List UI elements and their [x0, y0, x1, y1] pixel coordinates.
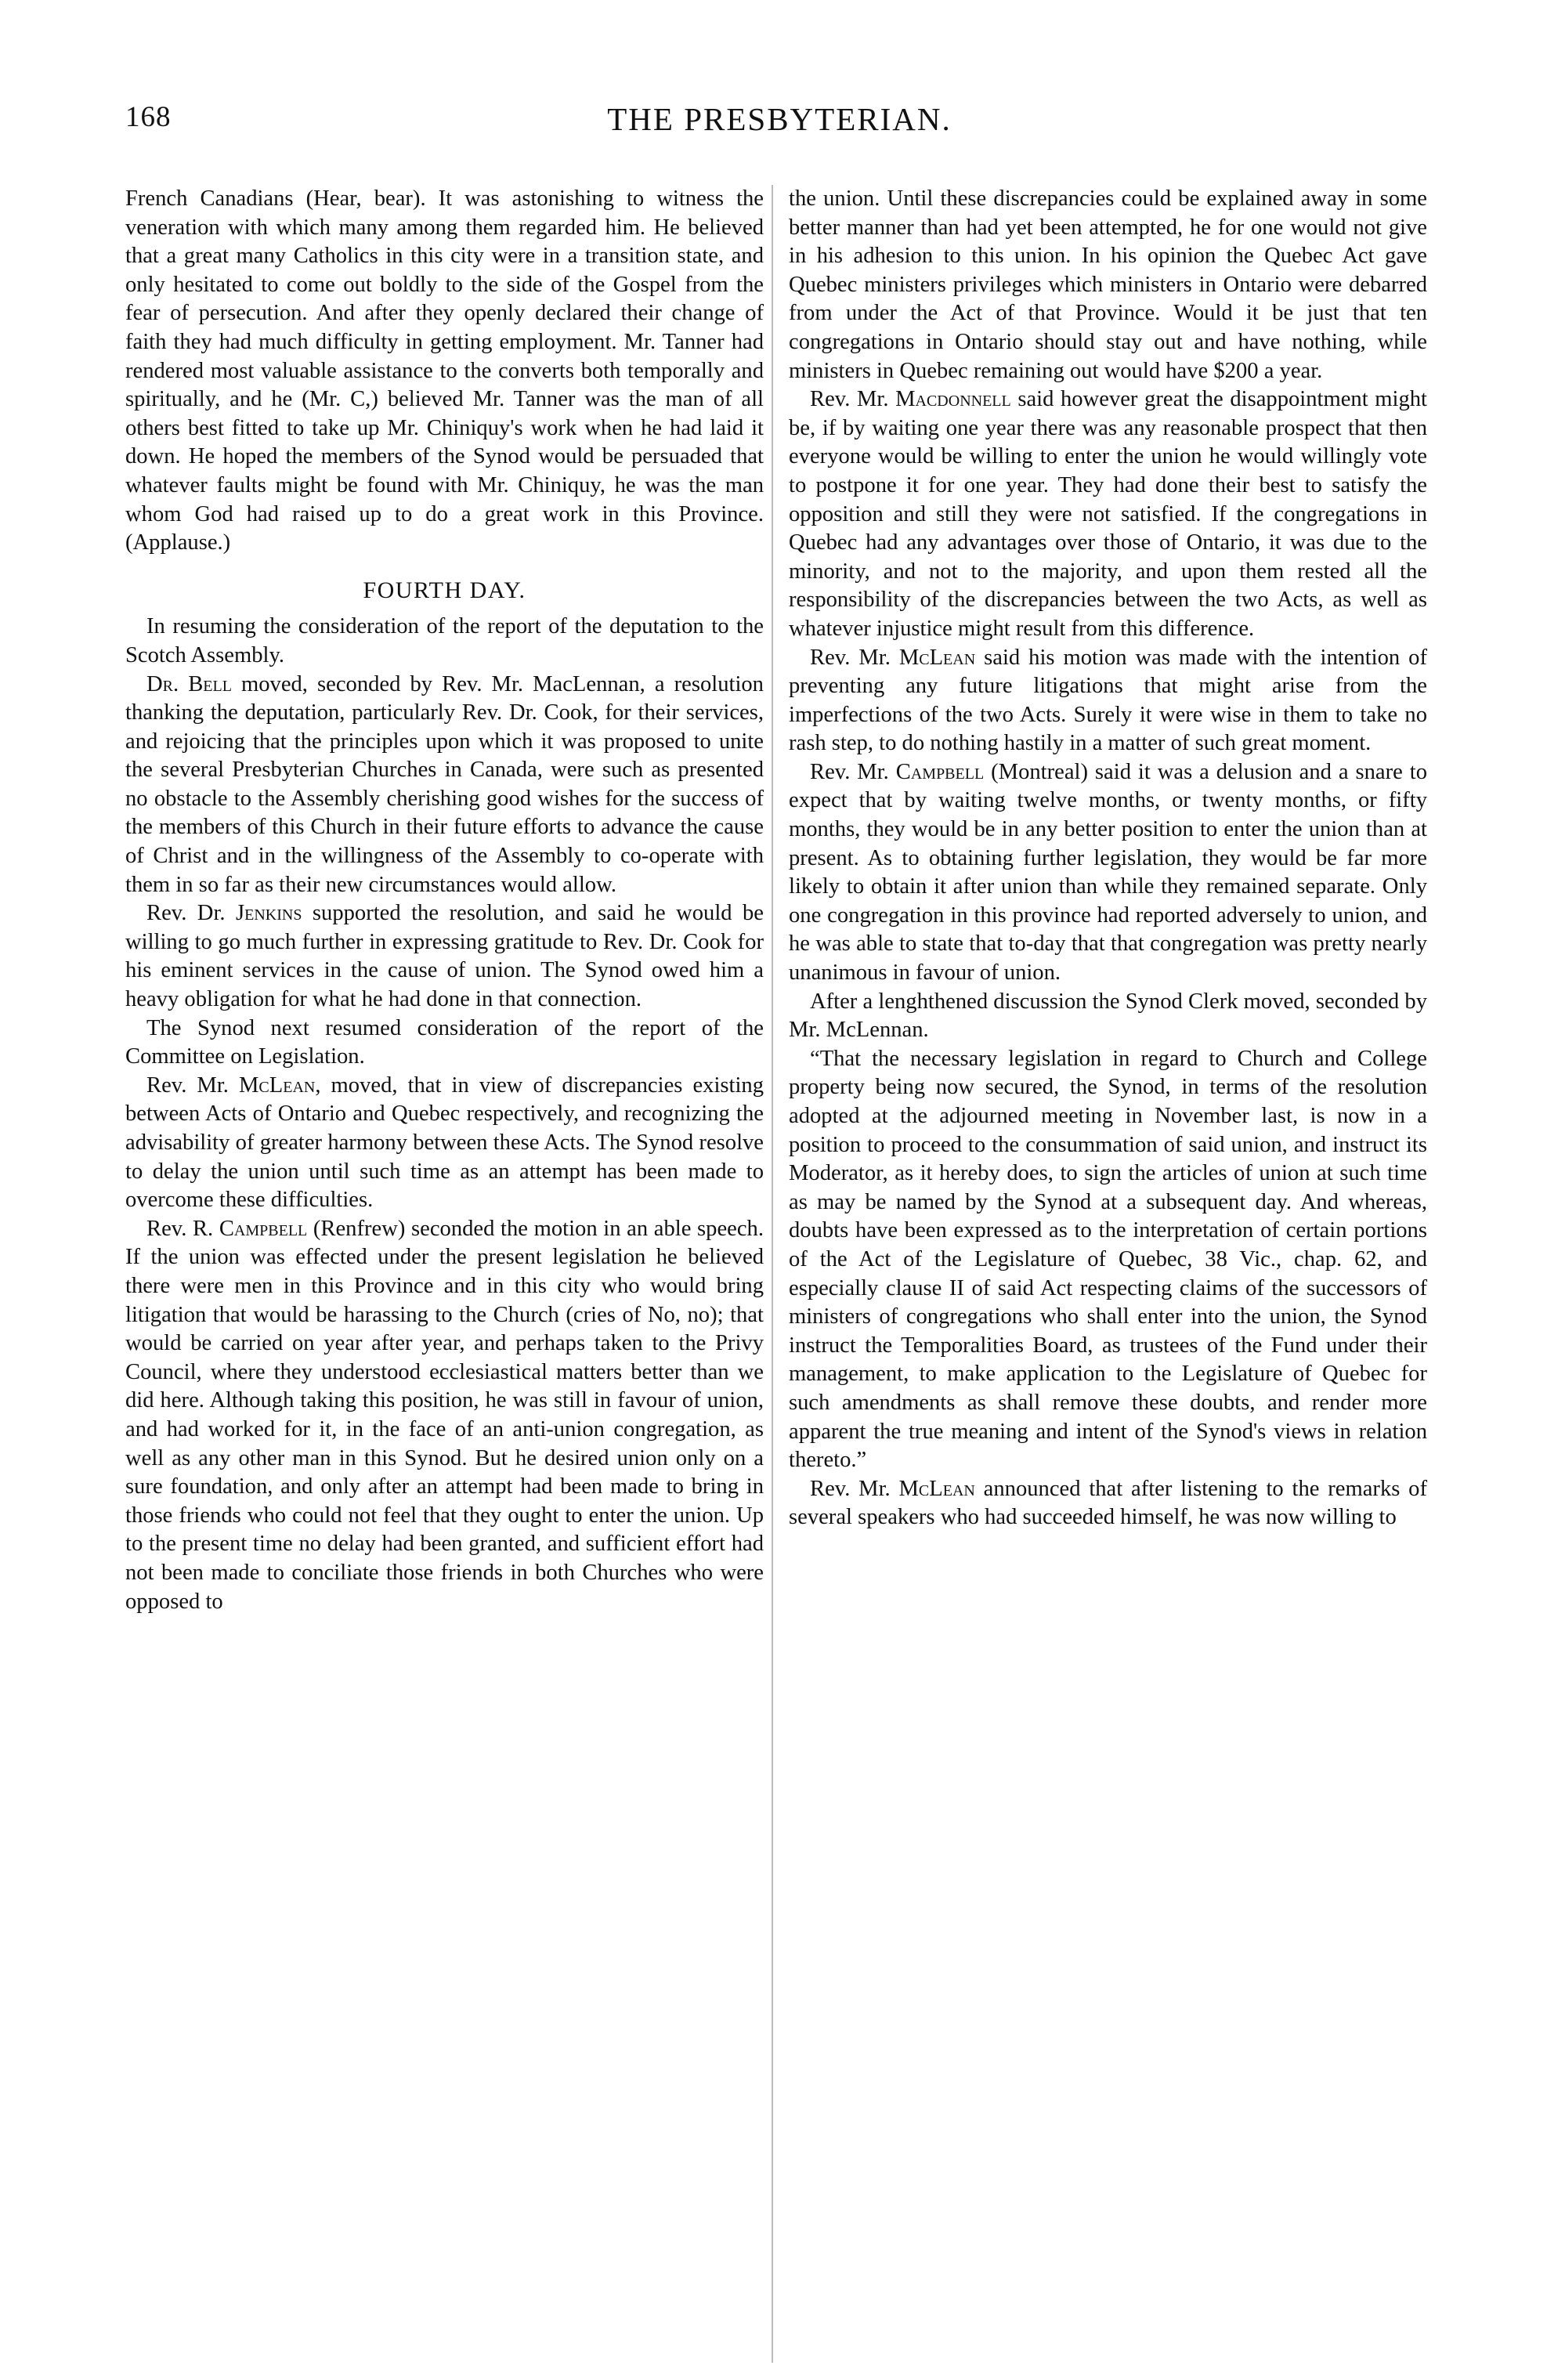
- paragraph-text: said however great the disappointment might be, if by waiting one year there was any reasonable prospect that then everyone would be willing to enter the union he would willingly vote to postpone it for one year. They had done their best to satisfy the opposition and still they were not satisfied. If the congregations in Quebec had any advantages over those of Ontario, it was due to the minority, and not to the majority, and upon them rested all the responsibility of the discrepancies between the two Acts, as well as whatever injustice might result from this difference.: [789, 387, 1427, 641]
- speaker-name: McLean: [898, 1476, 975, 1501]
- paragraph-text: moved, seconded by Rev. Mr. MacLennan, a resolution thanking the deputation, particularly Rev. Dr. Cook, for their services, and rejoicing that the principles upon which it was proposed to unite the several Presbyterian Churches in Canada, were such as presented no obstacle to the Assembly cherishing good wishes for the success of the members of this Church in their future efforts to advance the cause of Christ and in the willingness of the Assembly to co-operate with them in so far as their new circumstances would allow.: [125, 671, 764, 897]
- column-divider: [772, 185, 773, 2363]
- speaker-name: Dr. Bell: [146, 671, 232, 696]
- paragraph: French Canadians (Hear, bear). It was astonishing to witness the veneration with which many among them regarded him. He believed that a great many Catholics in this city were in a transition state, and only hesitated to come out boldly to the side of the Gospel from the fear of persecution. And after they openly declared their change of faith they had much difficulty in getting employment. Mr. Tanner had rendered most valuable assistance to the converts both temporally and spiritually, and he (Mr. C,) believed Mr. Tanner was the man of all others best fitted to take up Mr. Chiniquy's work when he had laid it down. He hoped the members of the Synod would be persuaded that whatever faults might be found with Mr. Chiniquy, he was the man whom God had raised up to do a great work in this Province. (Applause.): [125, 186, 764, 555]
- page-number: 168: [125, 101, 172, 133]
- paragraph-text: supported the resolution, and said he would be willing to go much further in expressing gratitude to Rev. Dr. Cook for his eminent services in the cause of union. The Synod owed him a heavy obligation for what he had done in that connection.: [125, 901, 764, 1012]
- speaker-name: McLean: [239, 1072, 316, 1098]
- speaker-name: McLean: [898, 645, 976, 670]
- paragraph: [125, 1072, 764, 1215]
- speaker-name: Campbell: [895, 759, 985, 784]
- speaker-title: Rev. Mr.: [810, 387, 896, 412]
- paragraph: [789, 1475, 1427, 1532]
- speaker-name: Jenkins: [235, 901, 302, 926]
- right-column: [789, 185, 1427, 1532]
- speaker-title: Rev. Dr.: [146, 901, 236, 926]
- paragraph-text: (Montreal) said it was a delusion and a snare to expect that by waiting twelve months, or twenty months, or fifty months, they would be in any better position to enter the union than at present. As to obtaining further legislation, they would be far more likely to obtain it after union than while they remained separate. Only one congregation in this province had reported adversely to union, and he was able to state that to-day that that congregation was pretty nearly unanimous in favour of union.: [789, 759, 1428, 986]
- resolution-quote: “That the necessary legislation in regard to Church and College property being now secured, the Synod, in terms of the resolution adopted at the adjourned meeting in November last, is now in a position to proceed to the consummation of said union, and instruct its Moderator, as it hereby does, to sign the articles of union at such time as may be named by the Synod at a subsequent day. And whereas, doubts have been expressed as to the interpretation of certain portions of the Act of the Legislature of Quebec, 38 Vic., chap. 62, and especially clause II of said Act respecting claims of the successors of ministers of congregations who shall enter into the union, the Synod instruct the Temporalities Board, as trustees of the Fund under their management, to make application to the Legislature of Quebec for such amendments as shall remove these doubts, and render more apparent the true meaning and intent of the Synod's views in relation thereto.”: [789, 1046, 1427, 1473]
- paragraph-text: (Renfrew) seconded the motion in an able speech. If the union was effected under the present legislation he believed there were men in this Province and in this city who would bring litigation that would be harassing to the Church (cries of No, no); that would be carried on year after year, and perhaps taken to the Privy Council, where they understood ecclesiastical matters better than we did here. Although taking this position, he was still in favour of union, and had worked for it, in the face of an anti-union congregation, as well as any other man in this Synod. But he desired union only on a sure foundation, and only after an attempt had been made to bring in those friends who could not feel that they ought to enter the union. Up to the present time no delay had been granted, and sufficient effort had not been made to conciliate those friends in both Churches who were opposed to: [125, 1216, 764, 1614]
- paragraph: [789, 385, 1427, 643]
- speaker-name: Campbell: [219, 1216, 308, 1241]
- paragraph: [789, 644, 1427, 758]
- paragraph-text: said his motion was made with the intention of preventing any future litigations that might arise from the imperfections of the two Acts. Surely it were wise in them to take no rash step, to do nothing hastily in a matter of such great moment.: [789, 645, 1427, 756]
- speaker-name: Macdonnell: [895, 387, 1011, 412]
- paragraph-text: announced that after listening to the remarks of several speakers who had succeeded himself, he was now willing to: [789, 1476, 1427, 1530]
- speaker-title: Rev. Mr.: [810, 1476, 899, 1501]
- paragraph: The Synod next resumed consideration of the report of the Committee on Legislation.: [125, 1015, 764, 1069]
- speaker-title: Rev. R.: [146, 1216, 219, 1241]
- section-heading: FOURTH DAY.: [363, 577, 526, 603]
- paragraph: [789, 758, 1427, 988]
- paragraph: After a lenghthened discussion the Synod Clerk moved, seconded by Mr. McLennan.: [789, 989, 1427, 1043]
- paragraph: [125, 899, 764, 1014]
- left-column: [125, 185, 764, 1616]
- page-header: [125, 100, 1433, 147]
- speaker-title: Rev. Mr.: [810, 759, 896, 784]
- speaker-title: Rev. Mr.: [810, 645, 899, 670]
- speaker-title: Rev. Mr.: [146, 1072, 239, 1098]
- running-title: THE PRESBYTERIAN.: [607, 101, 952, 137]
- paragraph-text: , moved, that in view of discrepancies existing between Acts of Ontario and Quebec respectively, and recognizing the advisability of greater harmony between these Acts. The Synod resolve to delay the union until such time as an attempt has been made to overcome these difficulties.: [125, 1072, 764, 1213]
- paragraph: [125, 1215, 764, 1616]
- paragraph: the union. Until these discrepancies could be explained away in some better manner than had yet been attempted, he for one would not give in his adhesion to this union. In his opinion the Quebec Act gave Quebec ministers privileges which ministers in Ontario were debarred from under the Act of that Province. Would it be just that ten congregations in Ontario should stay out and have nothing, while ministers in Quebec remaining out would have $200 a year.: [789, 186, 1427, 383]
- paragraph: [125, 671, 764, 900]
- paragraph: In resuming the consideration of the report of the deputation to the Scotch Assembly.: [125, 614, 764, 667]
